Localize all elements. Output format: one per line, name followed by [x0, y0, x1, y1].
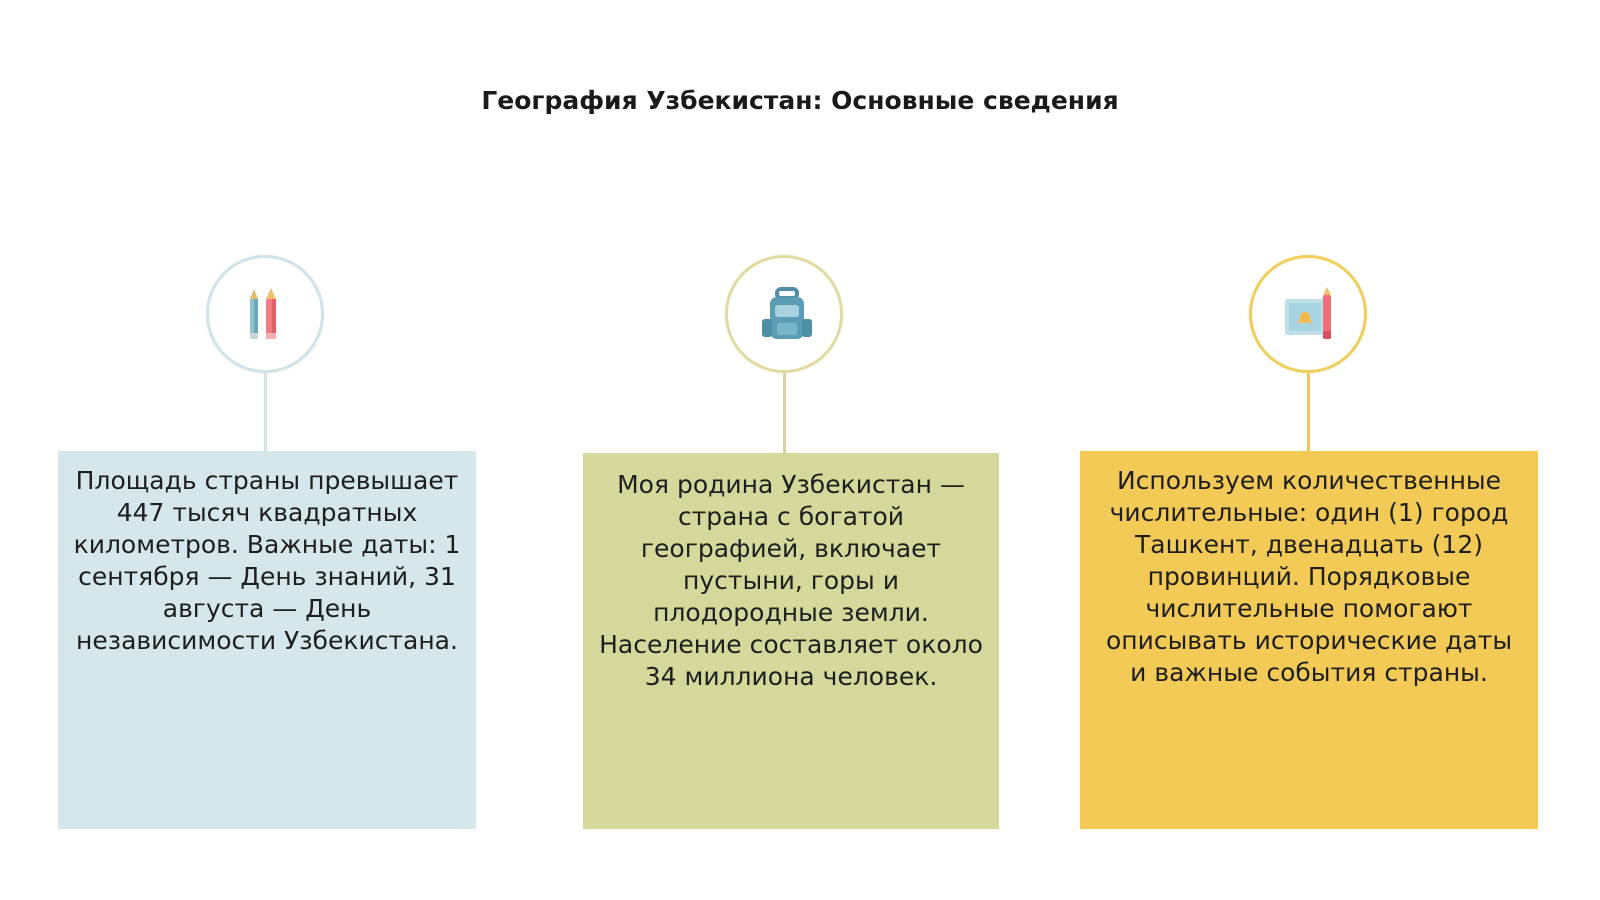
connector-line-2 — [783, 373, 786, 453]
info-card-3 — [1080, 451, 1538, 829]
info-card-1-text: Площадь страны превышает 447 тысяч квадратных километров. Важные даты: 1 сентября — День знаний, 31 августа — День независимости Узбекистана. — [73, 466, 461, 655]
pencils-icon — [238, 287, 294, 347]
info-card-1 — [58, 451, 476, 829]
info-card-2-text: Моя родина Узбекистан — страна с богатой географией, включает пустыни, горы и плодородные земли. Население составляет около 34 миллиона человек. — [599, 470, 983, 691]
info-card-2 — [583, 453, 999, 829]
connector-line-1 — [264, 373, 267, 451]
connector-line-3 — [1307, 373, 1310, 451]
backpack-icon — [757, 287, 817, 347]
icon-circle-1 — [206, 255, 324, 373]
icon-circle-2 — [725, 255, 843, 373]
drawing-board-icon — [1281, 287, 1341, 347]
icon-circle-3 — [1249, 255, 1367, 373]
info-card-3-text: Используем количественные числительные: один (1) город Ташкент, двенадцать (12) провинций. Порядковые числительные помогают описывать исторические даты и важные события страны. — [1105, 466, 1513, 687]
page-title: География Узбекистан: Основные сведения — [481, 86, 1119, 115]
